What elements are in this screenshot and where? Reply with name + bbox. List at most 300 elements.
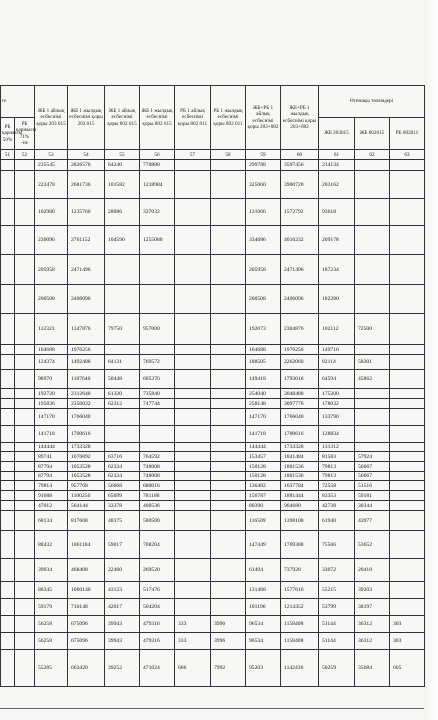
table-row xyxy=(1,462,425,472)
table-cell: 51144 xyxy=(319,616,355,633)
table-cell xyxy=(390,559,425,582)
table-cell: 116509 xyxy=(246,511,281,531)
header-rb-802-year: РБ 1 жылдық есбеснімі қоры 802 011 xyxy=(211,86,246,150)
table-cell: 230096 xyxy=(35,226,68,255)
table-cell xyxy=(15,462,35,472)
table-row xyxy=(1,345,425,355)
table-cell: 28086 xyxy=(105,199,140,226)
table-cell: 72500 xyxy=(355,314,390,345)
table-cell: 144444 xyxy=(35,443,68,452)
table-cell: 88345 xyxy=(35,582,68,599)
table-cell xyxy=(211,452,246,462)
table-cell xyxy=(355,399,390,409)
header-pay-zhb-802: ЖБ 802015 xyxy=(355,118,390,150)
table-cell: 7992 xyxy=(211,650,246,687)
table-cell: 64131 xyxy=(105,355,140,370)
table-cell xyxy=(15,160,35,171)
table-cell xyxy=(175,501,211,511)
column-number: 57 xyxy=(175,150,211,160)
table-cell xyxy=(175,255,211,285)
table-cell: 82114 xyxy=(319,355,355,370)
table-row xyxy=(1,472,425,481)
table-cell xyxy=(175,582,211,599)
table-cell xyxy=(1,650,15,687)
table-cell: 150128 xyxy=(246,472,281,481)
table-cell xyxy=(211,599,246,616)
table-cell: 1700616 xyxy=(281,426,319,443)
table-cell xyxy=(390,531,425,559)
table-cell: 45862 xyxy=(355,370,390,389)
table-cell xyxy=(15,650,35,687)
table-cell: 56258 xyxy=(35,616,68,633)
table-cell: 1076892 xyxy=(68,452,105,462)
table-cell: 164688 xyxy=(35,345,68,355)
table-row xyxy=(1,599,425,616)
column-number: 62 xyxy=(355,150,390,160)
table-cell xyxy=(175,426,211,443)
table-cell xyxy=(211,199,246,226)
table-cell xyxy=(15,559,35,582)
table-cell xyxy=(390,582,425,599)
table-cell: 164688 xyxy=(246,345,281,355)
table-cell xyxy=(175,370,211,389)
table-cell: 112323 xyxy=(35,314,68,345)
table-row xyxy=(1,481,425,491)
table-cell: 38197 xyxy=(355,599,390,616)
table-cell: 1061184 xyxy=(68,531,105,559)
column-number: 55 xyxy=(105,150,140,160)
table-cell: 504204 xyxy=(140,599,175,616)
table-cell xyxy=(1,345,15,355)
table-cell xyxy=(1,633,15,650)
table-cell: 2471496 xyxy=(68,255,105,285)
table-cell xyxy=(390,160,425,171)
table-cell xyxy=(211,491,246,501)
table-cell xyxy=(390,472,425,481)
table-cell: 400536 xyxy=(140,501,175,511)
table-cell: 65099 xyxy=(105,491,140,501)
table-cell xyxy=(390,462,425,472)
table-cell: 468408 xyxy=(68,559,105,582)
table-cell xyxy=(390,409,425,426)
table-cell: 325060 xyxy=(246,171,281,199)
table-cell: 48375 xyxy=(105,511,140,531)
table-cell: 156787 xyxy=(246,491,281,501)
table-cell: 675096 xyxy=(68,616,105,633)
table-cell xyxy=(175,511,211,531)
table-cell xyxy=(390,452,425,462)
table-cell: 2681736 xyxy=(68,171,105,199)
table-cell: 3597456 xyxy=(281,160,319,171)
table-cell: 1881444 xyxy=(281,491,319,501)
table-cell: 61320 xyxy=(105,389,140,399)
table-cell: 2471496 xyxy=(281,255,319,285)
table-cell xyxy=(105,255,140,285)
table-cell: 88432 xyxy=(35,531,68,559)
table-cell: 1976256 xyxy=(281,345,319,355)
table-cell: 149716 xyxy=(319,345,355,355)
table-cell: 50448 xyxy=(105,370,140,389)
table-cell xyxy=(390,443,425,452)
table-cell xyxy=(211,389,246,399)
table-cell: 64240 xyxy=(105,160,140,171)
table-cell xyxy=(355,443,390,452)
table-cell: 205958 xyxy=(246,255,281,285)
table-cell xyxy=(1,355,15,370)
table-cell: 39943 xyxy=(105,633,140,650)
table-cell: 337032 xyxy=(140,199,175,226)
table-cell: 39943 xyxy=(105,616,140,633)
table-cell xyxy=(390,481,425,491)
table-row xyxy=(1,582,425,599)
table-cell xyxy=(15,285,35,314)
table-cell xyxy=(140,285,175,314)
table-cell: 770880 xyxy=(140,160,175,171)
table-cell: 187234 xyxy=(319,255,355,285)
table-cell: 147170 xyxy=(35,409,68,426)
table-cell: 200508 xyxy=(246,285,281,314)
table-cell: 964680 xyxy=(281,501,319,511)
table-cell: 3996 xyxy=(211,633,246,650)
header-zhb-802-year: ЖБ 1 жылдық есбеснімі қоры 802 015 xyxy=(140,86,175,150)
table-cell xyxy=(355,255,390,285)
table-row xyxy=(1,226,425,255)
table-cell: 1577616 xyxy=(281,582,319,599)
header-zhb-802: ЖБ 1 айлық есбеснімі қоры 802 015 xyxy=(105,86,140,150)
table-cell: 64594 xyxy=(319,370,355,389)
table-cell: 205958 xyxy=(35,255,68,285)
table-cell: 79750 xyxy=(105,314,140,345)
table-cell: 33072 xyxy=(319,559,355,582)
table-cell: 63716 xyxy=(105,452,140,462)
table-row xyxy=(1,285,425,314)
table-cell xyxy=(211,426,246,443)
header-zhb-rb-month: ЖБ+РБ 1 айлық есбеснімі қоры 203+082 xyxy=(246,86,281,150)
table-cell xyxy=(390,199,425,226)
table-cell xyxy=(1,409,15,426)
table-cell xyxy=(211,472,246,481)
table-cell: 1841484 xyxy=(281,452,319,462)
table-cell xyxy=(390,599,425,616)
table-cell xyxy=(140,409,175,426)
table-cell: 737928 xyxy=(281,559,319,582)
table-cell: 1218984 xyxy=(140,171,175,199)
table-cell: 175200 xyxy=(319,389,355,399)
table-cell xyxy=(390,491,425,501)
table-cell: 214134 xyxy=(319,160,355,171)
table-cell: 1572792 xyxy=(281,199,319,226)
header-zhb-203-year: ЖБ 1 жылдық есбеснімі қоры 203 015 xyxy=(68,86,105,150)
table-cell: 83353 xyxy=(319,491,355,501)
table-cell xyxy=(355,345,390,355)
table-cell: 53799 xyxy=(319,599,355,616)
table-cell: 1214352 xyxy=(281,599,319,616)
table-cell: 56667 xyxy=(355,472,390,481)
table-cell: 1398108 xyxy=(281,511,319,531)
table-row xyxy=(1,160,425,171)
table-cell xyxy=(175,355,211,370)
table-cell xyxy=(1,160,15,171)
table-cell: 1053528 xyxy=(68,462,105,472)
table-cell: 51516 xyxy=(355,481,390,491)
table-cell: 817608 xyxy=(68,511,105,531)
table-cell: 4016232 xyxy=(281,226,319,255)
table-cell: 2406096 xyxy=(68,285,105,314)
table-cell: 1060140 xyxy=(68,582,105,599)
table-cell xyxy=(1,443,15,452)
column-number: 58 xyxy=(211,150,246,160)
table-cell: 39252 xyxy=(105,650,140,687)
table-cell: 36312 xyxy=(355,633,390,650)
column-number: 61 xyxy=(319,150,355,160)
table-cell xyxy=(211,226,246,255)
table-cell: 188505 xyxy=(246,355,281,370)
table-cell: 59017 xyxy=(105,531,140,559)
table-cell: 43977 xyxy=(355,511,390,531)
table-cell: 51144 xyxy=(319,633,355,650)
table-cell xyxy=(140,426,175,443)
table-cell xyxy=(1,226,15,255)
table-cell xyxy=(175,226,211,255)
table-cell: 150128 xyxy=(246,462,281,472)
header-pay-rb-802: РБ 802011 xyxy=(390,118,425,150)
table-cell xyxy=(211,255,246,285)
table-cell: 203162 xyxy=(319,171,355,199)
table-cell xyxy=(211,582,246,599)
table-cell xyxy=(15,501,35,511)
table-cell: 1793016 xyxy=(281,370,319,389)
table-cell xyxy=(211,314,246,345)
column-number: 56 xyxy=(140,150,175,160)
table-cell xyxy=(175,409,211,426)
table-cell xyxy=(1,582,15,599)
table-cell xyxy=(175,481,211,491)
table-cell: 136482 xyxy=(246,481,281,491)
table-cell xyxy=(175,443,211,452)
column-number: 59 xyxy=(246,150,281,160)
table-cell: 1769388 xyxy=(281,531,319,559)
table-cell: 269520 xyxy=(140,559,175,582)
table-cell xyxy=(175,160,211,171)
table-cell: 1766040 xyxy=(281,409,319,426)
table-cell: 1766040 xyxy=(68,409,105,426)
table-cell: 30344 xyxy=(355,501,390,511)
table-cell: 153457 xyxy=(246,452,281,462)
table-cell: 3097776 xyxy=(281,399,319,409)
table-cell: 79814 xyxy=(35,481,68,491)
table-cell xyxy=(355,171,390,199)
table-cell: 182280 xyxy=(319,285,355,314)
table-cell: 192720 xyxy=(35,389,68,399)
table-cell xyxy=(175,531,211,559)
table-cell: 128834 xyxy=(319,426,355,443)
table-cell: 2406096 xyxy=(281,285,319,314)
table-cell xyxy=(175,171,211,199)
header-rb-802: РБ 1 айлық есбеснімі қоры 802 011 xyxy=(175,86,211,150)
table-cell: 56668 xyxy=(105,481,140,491)
table-cell: 957000 xyxy=(140,314,175,345)
table-cell: 479316 xyxy=(140,616,175,633)
table-cell xyxy=(1,501,15,511)
table-cell xyxy=(15,399,35,409)
table-cell: 1235760 xyxy=(68,199,105,226)
table-cell: 55285 xyxy=(35,650,68,687)
table-cell xyxy=(390,426,425,443)
table-cell: 79813 xyxy=(319,462,355,472)
table-cell xyxy=(1,481,15,491)
table-cell xyxy=(390,501,425,511)
table-cell xyxy=(140,345,175,355)
table-cell xyxy=(1,199,15,226)
table-cell: 39203 xyxy=(355,582,390,599)
table-cell: 50259 xyxy=(319,650,355,687)
table-cell: 1733328 xyxy=(68,443,105,452)
table-row xyxy=(1,616,425,633)
table-cell: 104590 xyxy=(105,226,140,255)
table-cell xyxy=(175,452,211,462)
table-cell: 61940 xyxy=(319,511,355,531)
table-cell xyxy=(105,285,140,314)
table-cell: 299788 xyxy=(246,160,281,171)
table-cell: 1492488 xyxy=(68,355,105,370)
table-cell xyxy=(175,199,211,226)
table-cell xyxy=(15,531,35,559)
table-cell: 59181 xyxy=(355,491,390,501)
table-cell: 102112 xyxy=(319,314,355,345)
table-cell xyxy=(355,199,390,226)
table-cell: 2826576 xyxy=(68,160,105,171)
table-cell xyxy=(1,399,15,409)
table-cell: 62334 xyxy=(105,462,140,472)
table-row xyxy=(1,171,425,199)
table-cell: 96534 xyxy=(246,616,281,633)
table-cell: 748008 xyxy=(140,462,175,472)
table-cell: 1187640 xyxy=(68,370,105,389)
table-cell: 89741 xyxy=(35,452,68,462)
header-payments-group: Өтемақы төлемдері xyxy=(319,86,425,118)
table-cell xyxy=(15,199,35,226)
table-cell: 131312 xyxy=(319,443,355,452)
table-cell: 96534 xyxy=(246,633,281,650)
table-cell: 479316 xyxy=(140,633,175,650)
table-cell xyxy=(390,285,425,314)
table-cell: 101196 xyxy=(246,599,281,616)
table-cell xyxy=(1,314,15,345)
table-cell xyxy=(105,426,140,443)
table-cell: 195836 xyxy=(35,399,68,409)
table-cell xyxy=(390,389,425,399)
table-cell: 192073 xyxy=(246,314,281,345)
table-cell: 87794 xyxy=(35,462,68,472)
table-cell xyxy=(1,389,15,399)
table-cell: 334686 xyxy=(246,226,281,255)
table-row xyxy=(1,452,425,462)
table-cell: 1801536 xyxy=(281,462,319,472)
table-cell: 144444 xyxy=(246,443,281,452)
table-cell: 1100256 xyxy=(68,491,105,501)
table-row xyxy=(1,370,425,389)
table-cell xyxy=(15,472,35,481)
table-cell: 42017 xyxy=(105,599,140,616)
table-cell: 1158408 xyxy=(281,616,319,633)
table-cell xyxy=(15,171,35,199)
table-cell: 1255080 xyxy=(140,226,175,255)
table-cell: 1637784 xyxy=(281,481,319,491)
header-zhb-203: ЖБ 1 айлық есбеснімі қоры 203 015 xyxy=(35,86,68,150)
table-cell xyxy=(390,345,425,355)
table-cell: 133790 xyxy=(319,409,355,426)
table-cell xyxy=(390,226,425,255)
table-cell xyxy=(15,481,35,491)
table-row xyxy=(1,559,425,582)
table-cell: 47012 xyxy=(35,501,68,511)
table-cell xyxy=(15,511,35,531)
table-cell xyxy=(355,285,390,314)
page-edge xyxy=(424,0,438,720)
table-cell xyxy=(1,452,15,462)
table-cell: 87794 xyxy=(35,472,68,481)
table-cell xyxy=(15,633,35,650)
table-cell: 124374 xyxy=(35,355,68,370)
table-cell: 1801536 xyxy=(281,472,319,481)
table-row xyxy=(1,633,425,650)
table-cell xyxy=(15,426,35,443)
table-cell: 1053528 xyxy=(68,472,105,481)
table-cell xyxy=(1,472,15,481)
table-row xyxy=(1,531,425,559)
table-cell: 303 xyxy=(390,616,425,633)
table-cell: 55215 xyxy=(319,582,355,599)
table-cell xyxy=(15,226,35,255)
table-cell xyxy=(1,599,15,616)
table-cell: 2304876 xyxy=(281,314,319,345)
table-cell xyxy=(211,171,246,199)
table-row xyxy=(1,650,425,687)
table-cell xyxy=(211,531,246,559)
table-cell xyxy=(175,399,211,409)
table-cell xyxy=(15,582,35,599)
table-cell: 62334 xyxy=(105,472,140,481)
table-cell: 56258 xyxy=(35,633,68,650)
table-cell: 91688 xyxy=(35,491,68,501)
table-row xyxy=(1,501,425,511)
table-cell xyxy=(175,559,211,582)
table-cell xyxy=(211,345,246,355)
table-cell xyxy=(390,511,425,531)
table-cell: 43123 xyxy=(105,582,140,599)
table-cell xyxy=(1,559,15,582)
column-number: 54 xyxy=(68,150,105,160)
table-cell xyxy=(1,511,15,531)
table-cell xyxy=(175,389,211,399)
table-cell: 605376 xyxy=(140,370,175,389)
table-cell: 59179 xyxy=(35,599,68,616)
table-cell: 20418 xyxy=(355,559,390,582)
table-cell: 61494 xyxy=(246,559,281,582)
table-cell xyxy=(105,345,140,355)
table-cell: 564144 xyxy=(68,501,105,511)
table-cell: 131066 xyxy=(246,199,281,226)
table-cell: 147449 xyxy=(246,531,281,559)
table-cell: 102980 xyxy=(35,199,68,226)
table-cell: 1733328 xyxy=(281,443,319,452)
table-cell: 957768 xyxy=(68,481,105,491)
table-cell xyxy=(105,409,140,426)
table-cell: 200508 xyxy=(35,285,68,314)
page-bottom-line xyxy=(0,708,424,709)
table-cell xyxy=(1,531,15,559)
table-cell: 605 xyxy=(390,650,425,687)
